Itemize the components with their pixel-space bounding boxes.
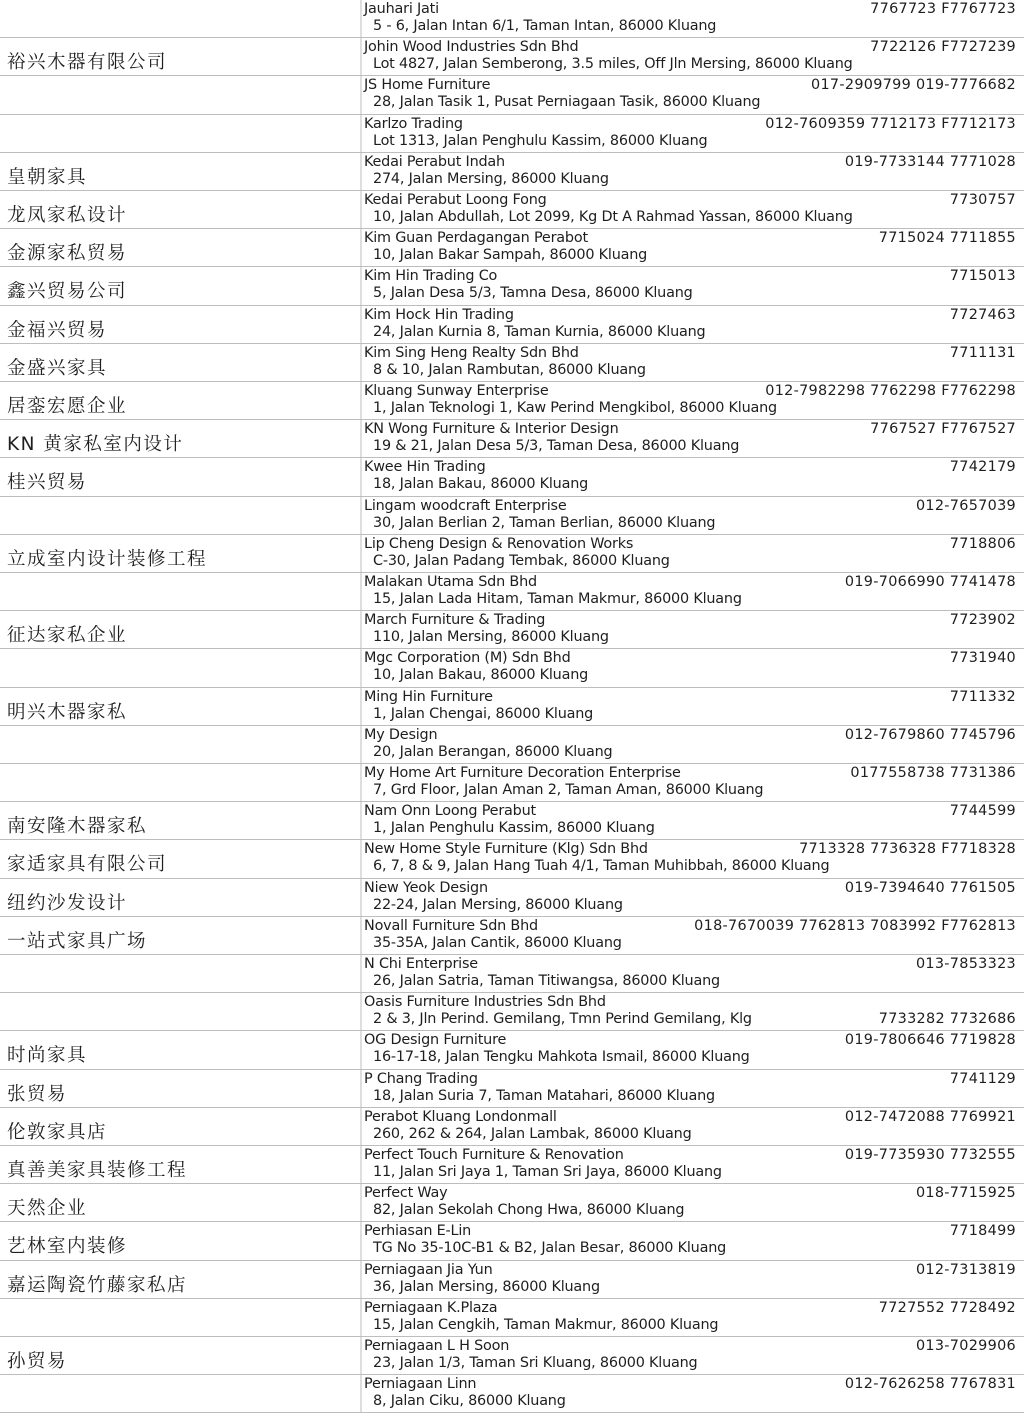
directory-row [0, 420, 1024, 458]
business-name: Jauhari Jati [364, 1, 439, 17]
directory-row [0, 764, 1024, 802]
business-name: Perfect Touch Furniture & Renovation [364, 1147, 624, 1163]
directory-row [0, 1146, 1024, 1184]
chinese-name: 纽约沙发设计 [7, 892, 128, 914]
business-address: 30, Jalan Berlian 2, Taman Berlian, 86000 Kluang [373, 514, 716, 531]
business-name: New Home Style Furniture (Klg) Sdn Bhd [364, 841, 648, 858]
phone-numbers: 012-7313819 [915, 1261, 1016, 1278]
business-address: 10, Jalan Abdullah, Lot 2099, Kg Dt A Rahmad Yassan, 86000 Kluang [373, 209, 853, 225]
directory-row [0, 1337, 1024, 1375]
business-name: KN Wong Furniture & Interior Design [364, 421, 619, 438]
business-name: Perhiasan E-Lin [364, 1223, 472, 1240]
business-name: Kwee Hin Trading [364, 459, 486, 476]
directory-row [0, 1070, 1024, 1108]
directory-row [0, 1031, 1024, 1069]
chinese-name: 明兴木器家私 [7, 701, 128, 723]
directory-row [0, 458, 1024, 496]
directory-row [0, 573, 1024, 611]
phone-numbers: 012-7609359 7712173 F7712173 [765, 115, 1016, 132]
directory-row [0, 0, 1024, 38]
business-address: 20, Jalan Berangan, 86000 Kluang [373, 743, 613, 760]
business-name: Perfect Way [364, 1185, 448, 1202]
chinese-name: 家适家具有限公司 [7, 854, 168, 876]
phone-numbers: 7744599 [949, 803, 1016, 820]
business-name: Ming Hin Furniture [364, 688, 493, 705]
business-address: 10, Jalan Bakau, 86000 Kluang [373, 667, 589, 684]
business-name: Kim Hin Trading Co [364, 268, 498, 285]
business-name: Niew Yeok Design [364, 879, 488, 896]
directory-row [0, 1299, 1024, 1337]
business-name: Malakan Utama Sdn Bhd [364, 574, 537, 590]
chinese-name: 真善美家具装修工程 [7, 1160, 188, 1181]
directory-row [0, 382, 1024, 420]
business-address: 18, Jalan Suria 7, Taman Matahari, 86000 Kluang [373, 1087, 715, 1104]
business-address: 10, Jalan Bakar Sampah, 86000 Kluang [373, 247, 648, 264]
business-name: Kim Guan Perdagangan Perabot [364, 230, 588, 247]
business-name: Kedai Perabut Indah [364, 153, 505, 170]
chinese-name: 立成室内设计装修工程 [7, 548, 208, 570]
directory-row [0, 191, 1024, 229]
chinese-name: 孙贸易 [7, 1351, 68, 1372]
directory-row [0, 1261, 1024, 1299]
chinese-name: 皇朝家具 [7, 166, 88, 188]
directory-row [0, 38, 1024, 76]
chinese-name: 天然企业 [7, 1198, 88, 1220]
directory-row [0, 1184, 1024, 1222]
business-address: 7, Grd Floor, Jalan Aman 2, Taman Aman, 86000 Kluang [373, 782, 764, 798]
chinese-name: 嘉运陶瓷竹藤家私店 [7, 1274, 188, 1296]
directory-row [0, 344, 1024, 382]
phone-numbers: 012-7657039 [915, 497, 1016, 514]
chinese-name: 艺林室内装修 [7, 1236, 128, 1258]
phone-numbers: 7727463 [949, 306, 1016, 323]
chinese-name: 金盛兴家具 [7, 357, 108, 379]
phone-numbers: 7713328 7736328 F7718328 [799, 841, 1016, 858]
business-address: 1, Jalan Teknologi 1, Kaw Perind Mengkibol, 86000 Kluang [373, 400, 777, 416]
phone-numbers: 018-7715925 [915, 1185, 1016, 1202]
chinese-name: 一站式家具广场 [7, 930, 148, 952]
phone-numbers: 013-7853323 [915, 956, 1016, 972]
business-address: 28, Jalan Tasik 1, Pusat Perniagaan Tasik, 86000 Kluang [373, 94, 761, 111]
business-address: 24, Jalan Kurnia 8, Taman Kurnia, 86000 Kluang [373, 323, 706, 340]
phone-numbers: 7767723 F7767723 [870, 1, 1016, 17]
business-name: My Home Art Furniture Decoration Enterprise [364, 765, 681, 781]
phone-numbers: 7733282 7732686 [878, 1011, 1016, 1028]
business-name: Kedai Perabut Loong Fong [364, 192, 547, 208]
phone-numbers: 7722126 F7727239 [870, 39, 1016, 56]
business-address: 2 & 3, Jln Perind. Gemilang, Tmn Perind Gemilang, Klg [373, 1011, 752, 1028]
directory-row [0, 726, 1024, 764]
business-address: 19 & 21, Jalan Desa 5/3, Taman Desa, 86000 Kluang [373, 438, 740, 455]
phone-numbers: 7718806 [949, 535, 1016, 552]
phone-numbers: 017-2909799 019-7776682 [811, 77, 1016, 94]
business-address: 23, Jalan 1/3, Taman Sri Kluang, 86000 Kluang [373, 1355, 698, 1371]
chinese-name: KN 黄家私室内设计 [7, 434, 184, 456]
business-name: Kim Sing Heng Realty Sdn Bhd [364, 344, 579, 361]
business-address: 5, Jalan Desa 5/3, Tamna Desa, 86000 Kluang [373, 285, 693, 302]
business-name: Novall Furniture Sdn Bhd [364, 917, 538, 934]
business-name: March Furniture & Trading [364, 612, 546, 629]
phone-numbers: 7741129 [949, 1070, 1016, 1087]
business-name: Perniagaan K.Plaza [364, 1299, 498, 1316]
phone-numbers: 7723902 [949, 612, 1016, 629]
phone-numbers: 012-7472088 7769921 [844, 1108, 1016, 1125]
phone-numbers: 7711332 [949, 688, 1016, 705]
directory-row [0, 1108, 1024, 1146]
directory-row [0, 497, 1024, 535]
business-name: OG Design Furniture [364, 1032, 507, 1049]
directory-row [0, 611, 1024, 649]
directory-row [0, 115, 1024, 153]
chinese-name: 时尚家具 [7, 1045, 88, 1067]
business-name: My Design [364, 726, 438, 743]
phone-numbers: 7730757 [949, 192, 1016, 208]
business-address: 16-17-18, Jalan Tengku Mahkota Ismail, 86000 Kluang [373, 1049, 750, 1066]
phone-numbers: 7711131 [949, 344, 1016, 361]
directory-row [0, 879, 1024, 917]
business-address: C-30, Jalan Padang Tembak, 86000 Kluang [373, 552, 670, 569]
business-address: 6, 7, 8 & 9, Jalan Hang Tuah 4/1, Taman Muhibbah, 86000 Kluang [373, 858, 830, 875]
business-address: 82, Jalan Sekolah Chong Hwa, 86000 Kluang [373, 1202, 685, 1219]
business-address: 1, Jalan Chengai, 86000 Kluang [373, 705, 594, 722]
business-address: 18, Jalan Bakau, 86000 Kluang [373, 476, 589, 493]
phone-numbers: 012-7679860 7745796 [844, 726, 1016, 743]
business-name: Oasis Furniture Industries Sdn Bhd [364, 994, 606, 1011]
phone-numbers: 019-7394640 7761505 [844, 879, 1016, 896]
phone-numbers: 7742179 [949, 459, 1016, 476]
business-address: 22-24, Jalan Mersing, 86000 Kluang [373, 896, 623, 913]
phone-numbers: 7731940 [949, 650, 1016, 667]
business-address: 8, Jalan Ciku, 86000 Kluang [373, 1393, 566, 1410]
phone-numbers: 012-7626258 7767831 [844, 1376, 1016, 1393]
chinese-name: 裕兴木器有限公司 [7, 52, 168, 74]
business-name: P Chang Trading [364, 1070, 478, 1087]
phone-numbers: 7727552 7728492 [878, 1299, 1016, 1316]
directory-row [0, 917, 1024, 955]
business-name: Kim Hock Hin Trading [364, 306, 514, 323]
chinese-name: 居銮宏愿企业 [7, 396, 128, 417]
business-name: Lingam woodcraft Enterprise [364, 497, 567, 514]
business-address: 11, Jalan Sri Jaya 1, Taman Sri Jaya, 86000 Kluang [373, 1164, 722, 1180]
chinese-name: 张贸易 [7, 1083, 68, 1105]
directory-row [0, 802, 1024, 840]
directory-row [0, 76, 1024, 114]
business-address: TG No 35-10C-B1 & B2, Jalan Besar, 86000 Kluang [373, 1240, 727, 1257]
phone-numbers: 7718499 [949, 1223, 1016, 1240]
business-name: N Chi Enterprise [364, 956, 478, 972]
business-address: 5 - 6, Jalan Intan 6/1, Taman Intan, 86000 Kluang [373, 18, 717, 34]
chinese-name: 桂兴贸易 [7, 472, 88, 494]
phone-numbers: 019-7066990 7741478 [844, 574, 1016, 590]
business-name: Johin Wood Industries Sdn Bhd [364, 39, 579, 56]
business-address: 260, 262 & 264, Jalan Lambak, 86000 Kluang [373, 1125, 692, 1142]
chinese-name: 伦敦家具店 [7, 1121, 108, 1143]
business-name: JS Home Furniture [364, 77, 491, 94]
phone-numbers: 012-7982298 7762298 F7762298 [765, 383, 1016, 399]
business-name: Lip Cheng Design & Renovation Works [364, 535, 634, 552]
business-address: Lot 4827, Jalan Semberong, 3.5 miles, Off Jln Mersing, 86000 Kluang [373, 56, 853, 73]
directory-row [0, 955, 1024, 993]
phone-numbers: 0177558738 7731386 [850, 765, 1016, 781]
chinese-name: 龙凤家私设计 [7, 205, 128, 226]
business-name: Perabot Kluang Londonmall [364, 1108, 557, 1125]
business-name: Kluang Sunway Enterprise [364, 383, 549, 399]
business-name: Perniagaan Jia Yun [364, 1261, 493, 1278]
phone-numbers: 7767527 F7767527 [870, 421, 1016, 438]
phone-numbers: 019-7735930 7732555 [844, 1147, 1016, 1163]
directory-row [0, 840, 1024, 878]
business-address: 8 & 10, Jalan Rambutan, 86000 Kluang [373, 361, 646, 378]
directory-row [0, 1375, 1024, 1413]
chinese-name: 鑫兴贸易公司 [7, 281, 128, 303]
phone-numbers: 019-7806646 7719828 [844, 1032, 1016, 1049]
directory-row [0, 306, 1024, 344]
directory-row [0, 153, 1024, 191]
directory-row [0, 1222, 1024, 1260]
phone-numbers: 019-7733144 7771028 [844, 153, 1016, 170]
directory-row [0, 535, 1024, 573]
business-address: 26, Jalan Satria, Taman Titiwangsa, 86000 Kluang [373, 973, 720, 989]
business-address: 35-35A, Jalan Cantik, 86000 Kluang [373, 934, 622, 951]
directory-row [0, 267, 1024, 305]
phone-numbers: 7715024 7711855 [878, 230, 1016, 247]
directory-row [0, 649, 1024, 687]
business-name: Karlzo Trading [364, 115, 463, 132]
chinese-name: 征达家私企业 [7, 625, 128, 647]
business-address: 15, Jalan Cengkih, Taman Makmur, 86000 Kluang [373, 1316, 719, 1333]
business-address: 274, Jalan Mersing, 86000 Kluang [373, 170, 609, 187]
business-name: Mgc Corporation (M) Sdn Bhd [364, 650, 571, 667]
business-address: 36, Jalan Mersing, 86000 Kluang [373, 1278, 600, 1295]
phone-numbers: 018-7670039 7762813 7083992 F7762813 [694, 917, 1016, 934]
phone-numbers: 013-7029906 [915, 1338, 1016, 1354]
business-address: 1, Jalan Penghulu Kassim, 86000 Kluang [373, 820, 655, 837]
directory-row [0, 229, 1024, 267]
business-name: Perniagaan L H Soon [364, 1338, 510, 1354]
business-address: Lot 1313, Jalan Penghulu Kassim, 86000 Kluang [373, 132, 708, 149]
business-address: 110, Jalan Mersing, 86000 Kluang [373, 629, 609, 646]
phone-numbers: 7715013 [949, 268, 1016, 285]
business-name: Nam Onn Loong Perabut [364, 803, 536, 820]
business-name: Perniagaan Linn [364, 1376, 477, 1393]
business-address: 15, Jalan Lada Hitam, Taman Makmur, 86000 Kluang [373, 591, 742, 607]
directory-row [0, 688, 1024, 726]
chinese-name: 金福兴贸易 [7, 319, 108, 341]
chinese-name: 金源家私贸易 [7, 243, 128, 265]
directory-row [0, 993, 1024, 1031]
chinese-name: 南安隆木器家私 [7, 816, 148, 838]
